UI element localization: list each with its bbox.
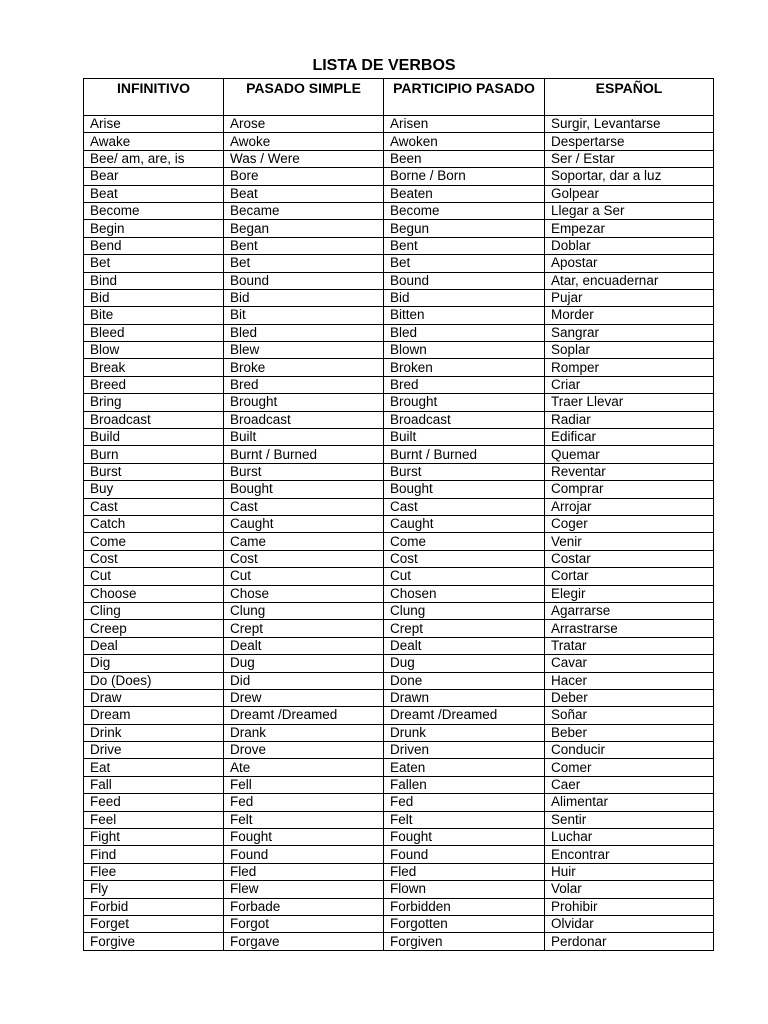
infinitivo-cell: Awake — [84, 133, 224, 150]
infinitivo-cell: Bet — [84, 255, 224, 272]
espanol-cell: Conducir — [545, 742, 714, 759]
espanol-cell: Luchar — [545, 829, 714, 846]
page-title: LISTA DE VERBOS — [312, 57, 456, 74]
espanol-cell: Soplar — [545, 342, 714, 359]
participio-cell: Found — [384, 846, 545, 863]
pasado-simple-cell: Bent — [224, 237, 384, 254]
table-row — [84, 776, 714, 793]
infinitivo-cell: Burn — [84, 446, 224, 463]
infinitivo-cell: Broadcast — [84, 411, 224, 428]
infinitivo-cell: Buy — [84, 481, 224, 498]
infinitivo-cell: Bid — [84, 289, 224, 306]
table-row — [84, 602, 714, 619]
espanol-cell: Ser / Estar — [545, 150, 714, 167]
table-row — [84, 515, 714, 532]
verb-table-body — [84, 116, 714, 951]
infinitivo-cell: Cast — [84, 498, 224, 515]
espanol-cell: Surgir, Levantarse — [545, 116, 714, 133]
infinitivo-cell: Come — [84, 533, 224, 550]
participio-cell: Bid — [384, 289, 545, 306]
pasado-simple-cell: Flew — [224, 881, 384, 898]
pasado-simple-cell: Chose — [224, 585, 384, 602]
table-row — [84, 637, 714, 654]
pasado-simple-cell: Fought — [224, 829, 384, 846]
espanol-cell: Perdonar — [545, 933, 714, 950]
table-row — [84, 116, 714, 133]
participio-cell: Cut — [384, 568, 545, 585]
table-row — [84, 342, 714, 359]
participio-cell: Fought — [384, 829, 545, 846]
infinitivo-cell: Eat — [84, 759, 224, 776]
espanol-cell: Cortar — [545, 568, 714, 585]
espanol-cell: Olvidar — [545, 915, 714, 932]
pasado-simple-cell: Dug — [224, 655, 384, 672]
verb-table — [83, 78, 714, 951]
pasado-simple-cell: Drew — [224, 689, 384, 706]
espanol-cell: Soñar — [545, 707, 714, 724]
espanol-cell: Atar, encuadernar — [545, 272, 714, 289]
infinitivo-cell: Fall — [84, 776, 224, 793]
pasado-simple-cell: Blew — [224, 342, 384, 359]
pasado-simple-cell: Fed — [224, 794, 384, 811]
table-row — [84, 742, 714, 759]
infinitivo-cell: Forbid — [84, 898, 224, 915]
participio-cell: Become — [384, 202, 545, 219]
header-infinitivo: INFINITIVO — [84, 79, 224, 116]
participio-cell: Been — [384, 150, 545, 167]
participio-cell: Bent — [384, 237, 545, 254]
espanol-cell: Reventar — [545, 463, 714, 480]
participio-cell: Clung — [384, 602, 545, 619]
table-row — [84, 707, 714, 724]
pasado-simple-cell: Cut — [224, 568, 384, 585]
pasado-simple-cell: Broke — [224, 359, 384, 376]
espanol-cell: Comer — [545, 759, 714, 776]
espanol-cell: Volar — [545, 881, 714, 898]
header-participio-pasado: PARTICIPIO PASADO — [384, 79, 545, 116]
participio-cell: Chosen — [384, 585, 545, 602]
pasado-simple-cell: Became — [224, 202, 384, 219]
table-row — [84, 168, 714, 185]
table-row — [84, 324, 714, 341]
table-row — [84, 759, 714, 776]
table-row — [84, 237, 714, 254]
espanol-cell: Quemar — [545, 446, 714, 463]
participio-cell: Burst — [384, 463, 545, 480]
participio-cell: Fallen — [384, 776, 545, 793]
participio-cell: Caught — [384, 515, 545, 532]
espanol-cell: Soportar, dar a luz — [545, 168, 714, 185]
infinitivo-cell: Deal — [84, 637, 224, 654]
pasado-simple-cell: Awoke — [224, 133, 384, 150]
infinitivo-cell: Creep — [84, 620, 224, 637]
table-row — [84, 481, 714, 498]
infinitivo-cell: Beat — [84, 185, 224, 202]
espanol-cell: Tratar — [545, 637, 714, 654]
table-row — [84, 463, 714, 480]
table-row — [84, 376, 714, 393]
table-row — [84, 811, 714, 828]
infinitivo-cell: Arise — [84, 116, 224, 133]
table-row — [84, 881, 714, 898]
pasado-simple-cell: Found — [224, 846, 384, 863]
participio-cell: Burnt / Burned — [384, 446, 545, 463]
participio-cell: Blown — [384, 342, 545, 359]
espanol-cell: Radiar — [545, 411, 714, 428]
infinitivo-cell: Bind — [84, 272, 224, 289]
infinitivo-cell: Fly — [84, 881, 224, 898]
pasado-simple-cell: Came — [224, 533, 384, 550]
espanol-cell: Huir — [545, 863, 714, 880]
participio-cell: Beaten — [384, 185, 545, 202]
table-row — [84, 550, 714, 567]
espanol-cell: Hacer — [545, 672, 714, 689]
pasado-simple-cell: Bore — [224, 168, 384, 185]
participio-cell: Drunk — [384, 724, 545, 741]
participio-cell: Bet — [384, 255, 545, 272]
table-row — [84, 915, 714, 932]
table-row — [84, 898, 714, 915]
espanol-cell: Alimentar — [545, 794, 714, 811]
infinitivo-cell: Forget — [84, 915, 224, 932]
infinitivo-cell: Catch — [84, 515, 224, 532]
header-pasado-simple: PASADO SIMPLE — [224, 79, 384, 116]
table-row — [84, 585, 714, 602]
table-row — [84, 794, 714, 811]
espanol-cell: Costar — [545, 550, 714, 567]
pasado-simple-cell: Forbade — [224, 898, 384, 915]
pasado-simple-cell: Drove — [224, 742, 384, 759]
espanol-cell: Encontrar — [545, 846, 714, 863]
pasado-simple-cell: Dreamt /Dreamed — [224, 707, 384, 724]
pasado-simple-cell: Crept — [224, 620, 384, 637]
pasado-simple-cell: Felt — [224, 811, 384, 828]
table-row — [84, 394, 714, 411]
infinitivo-cell: Cost — [84, 550, 224, 567]
espanol-cell: Elegir — [545, 585, 714, 602]
participio-cell: Flown — [384, 881, 545, 898]
participio-cell: Broadcast — [384, 411, 545, 428]
infinitivo-cell: Choose — [84, 585, 224, 602]
infinitivo-cell: Fight — [84, 829, 224, 846]
infinitivo-cell: Burst — [84, 463, 224, 480]
table-row — [84, 846, 714, 863]
espanol-cell: Apostar — [545, 255, 714, 272]
infinitivo-cell: Find — [84, 846, 224, 863]
infinitivo-cell: Bear — [84, 168, 224, 185]
espanol-cell: Deber — [545, 689, 714, 706]
pasado-simple-cell: Brought — [224, 394, 384, 411]
infinitivo-cell: Dig — [84, 655, 224, 672]
participio-cell: Cast — [384, 498, 545, 515]
table-row — [84, 568, 714, 585]
espanol-cell: Cavar — [545, 655, 714, 672]
participio-cell: Cost — [384, 550, 545, 567]
table-row — [84, 689, 714, 706]
pasado-simple-cell: Bred — [224, 376, 384, 393]
table-row — [84, 863, 714, 880]
table-row — [84, 411, 714, 428]
pasado-simple-cell: Burst — [224, 463, 384, 480]
table-row — [84, 655, 714, 672]
participio-cell: Arisen — [384, 116, 545, 133]
table-row — [84, 429, 714, 446]
infinitivo-cell: Bleed — [84, 324, 224, 341]
table-row — [84, 672, 714, 689]
infinitivo-cell: Bring — [84, 394, 224, 411]
pasado-simple-cell: Cost — [224, 550, 384, 567]
espanol-cell: Traer Llevar — [545, 394, 714, 411]
participio-cell: Fed — [384, 794, 545, 811]
infinitivo-cell: Breed — [84, 376, 224, 393]
infinitivo-cell: Flee — [84, 863, 224, 880]
participio-cell: Drawn — [384, 689, 545, 706]
participio-cell: Done — [384, 672, 545, 689]
espanol-cell: Beber — [545, 724, 714, 741]
espanol-cell: Empezar — [545, 220, 714, 237]
participio-cell: Bled — [384, 324, 545, 341]
infinitivo-cell: Bend — [84, 237, 224, 254]
table-row — [84, 933, 714, 950]
pasado-simple-cell: Bought — [224, 481, 384, 498]
infinitivo-cell: Begin — [84, 220, 224, 237]
pasado-simple-cell: Burnt / Burned — [224, 446, 384, 463]
infinitivo-cell: Forgive — [84, 933, 224, 950]
participio-cell: Bought — [384, 481, 545, 498]
infinitivo-cell: Blow — [84, 342, 224, 359]
participio-cell: Driven — [384, 742, 545, 759]
espanol-cell: Coger — [545, 515, 714, 532]
table-row — [84, 359, 714, 376]
pasado-simple-cell: Built — [224, 429, 384, 446]
infinitivo-cell: Feed — [84, 794, 224, 811]
infinitivo-cell: Do (Does) — [84, 672, 224, 689]
infinitivo-cell: Drive — [84, 742, 224, 759]
participio-cell: Broken — [384, 359, 545, 376]
infinitivo-cell: Cut — [84, 568, 224, 585]
espanol-cell: Morder — [545, 307, 714, 324]
espanol-cell: Golpear — [545, 185, 714, 202]
pasado-simple-cell: Began — [224, 220, 384, 237]
header-espanol: ESPAÑOL — [545, 79, 714, 116]
table-row — [84, 498, 714, 515]
espanol-cell: Llegar a Ser — [545, 202, 714, 219]
infinitivo-cell: Bite — [84, 307, 224, 324]
espanol-cell: Sangrar — [545, 324, 714, 341]
espanol-cell: Venir — [545, 533, 714, 550]
table-row — [84, 202, 714, 219]
header-row — [84, 79, 714, 116]
participio-cell: Felt — [384, 811, 545, 828]
participio-cell: Eaten — [384, 759, 545, 776]
espanol-cell: Edificar — [545, 429, 714, 446]
pasado-simple-cell: Cast — [224, 498, 384, 515]
espanol-cell: Prohibir — [545, 898, 714, 915]
infinitivo-cell: Dream — [84, 707, 224, 724]
table-row — [84, 185, 714, 202]
pasado-simple-cell: Ate — [224, 759, 384, 776]
participio-cell: Borne / Born — [384, 168, 545, 185]
participio-cell: Forgiven — [384, 933, 545, 950]
verb-table-header — [84, 79, 714, 116]
pasado-simple-cell: Forgot — [224, 915, 384, 932]
table-row — [84, 150, 714, 167]
espanol-cell: Caer — [545, 776, 714, 793]
pasado-simple-cell: Clung — [224, 602, 384, 619]
table-row — [84, 133, 714, 150]
participio-cell: Come — [384, 533, 545, 550]
infinitivo-cell: Draw — [84, 689, 224, 706]
infinitivo-cell: Build — [84, 429, 224, 446]
infinitivo-cell: Feel — [84, 811, 224, 828]
espanol-cell: Arrojar — [545, 498, 714, 515]
pasado-simple-cell: Arose — [224, 116, 384, 133]
table-row — [84, 289, 714, 306]
infinitivo-cell: Become — [84, 202, 224, 219]
pasado-simple-cell: Was / Were — [224, 150, 384, 167]
infinitivo-cell: Bee/ am, are, is — [84, 150, 224, 167]
table-row — [84, 255, 714, 272]
espanol-cell: Comprar — [545, 481, 714, 498]
infinitivo-cell: Drink — [84, 724, 224, 741]
pasado-simple-cell: Did — [224, 672, 384, 689]
espanol-cell: Sentir — [545, 811, 714, 828]
participio-cell: Dreamt /Dreamed — [384, 707, 545, 724]
table-row — [84, 220, 714, 237]
participio-cell: Dug — [384, 655, 545, 672]
participio-cell: Forgotten — [384, 915, 545, 932]
table-row — [84, 446, 714, 463]
espanol-cell: Romper — [545, 359, 714, 376]
espanol-cell: Pujar — [545, 289, 714, 306]
pasado-simple-cell: Fled — [224, 863, 384, 880]
pasado-simple-cell: Dealt — [224, 637, 384, 654]
infinitivo-cell: Break — [84, 359, 224, 376]
participio-cell: Crept — [384, 620, 545, 637]
espanol-cell: Agarrarse — [545, 602, 714, 619]
table-row — [84, 620, 714, 637]
participio-cell: Awoken — [384, 133, 545, 150]
pasado-simple-cell: Bit — [224, 307, 384, 324]
participio-cell: Dealt — [384, 637, 545, 654]
table-row — [84, 829, 714, 846]
participio-cell: Bound — [384, 272, 545, 289]
pasado-simple-cell: Bled — [224, 324, 384, 341]
participio-cell: Built — [384, 429, 545, 446]
espanol-cell: Despertarse — [545, 133, 714, 150]
espanol-cell: Arrastrarse — [545, 620, 714, 637]
participio-cell: Fled — [384, 863, 545, 880]
pasado-simple-cell: Bid — [224, 289, 384, 306]
pasado-simple-cell: Fell — [224, 776, 384, 793]
pasado-simple-cell: Beat — [224, 185, 384, 202]
espanol-cell: Doblar — [545, 237, 714, 254]
pasado-simple-cell: Bet — [224, 255, 384, 272]
infinitivo-cell: Cling — [84, 602, 224, 619]
table-row — [84, 307, 714, 324]
participio-cell: Bitten — [384, 307, 545, 324]
pasado-simple-cell: Bound — [224, 272, 384, 289]
participio-cell: Begun — [384, 220, 545, 237]
participio-cell: Forbidden — [384, 898, 545, 915]
pasado-simple-cell: Broadcast — [224, 411, 384, 428]
pasado-simple-cell: Forgave — [224, 933, 384, 950]
pasado-simple-cell: Caught — [224, 515, 384, 532]
participio-cell: Bred — [384, 376, 545, 393]
table-row — [84, 533, 714, 550]
participio-cell: Brought — [384, 394, 545, 411]
pasado-simple-cell: Drank — [224, 724, 384, 741]
espanol-cell: Criar — [545, 376, 714, 393]
table-row — [84, 724, 714, 741]
table-row — [84, 272, 714, 289]
